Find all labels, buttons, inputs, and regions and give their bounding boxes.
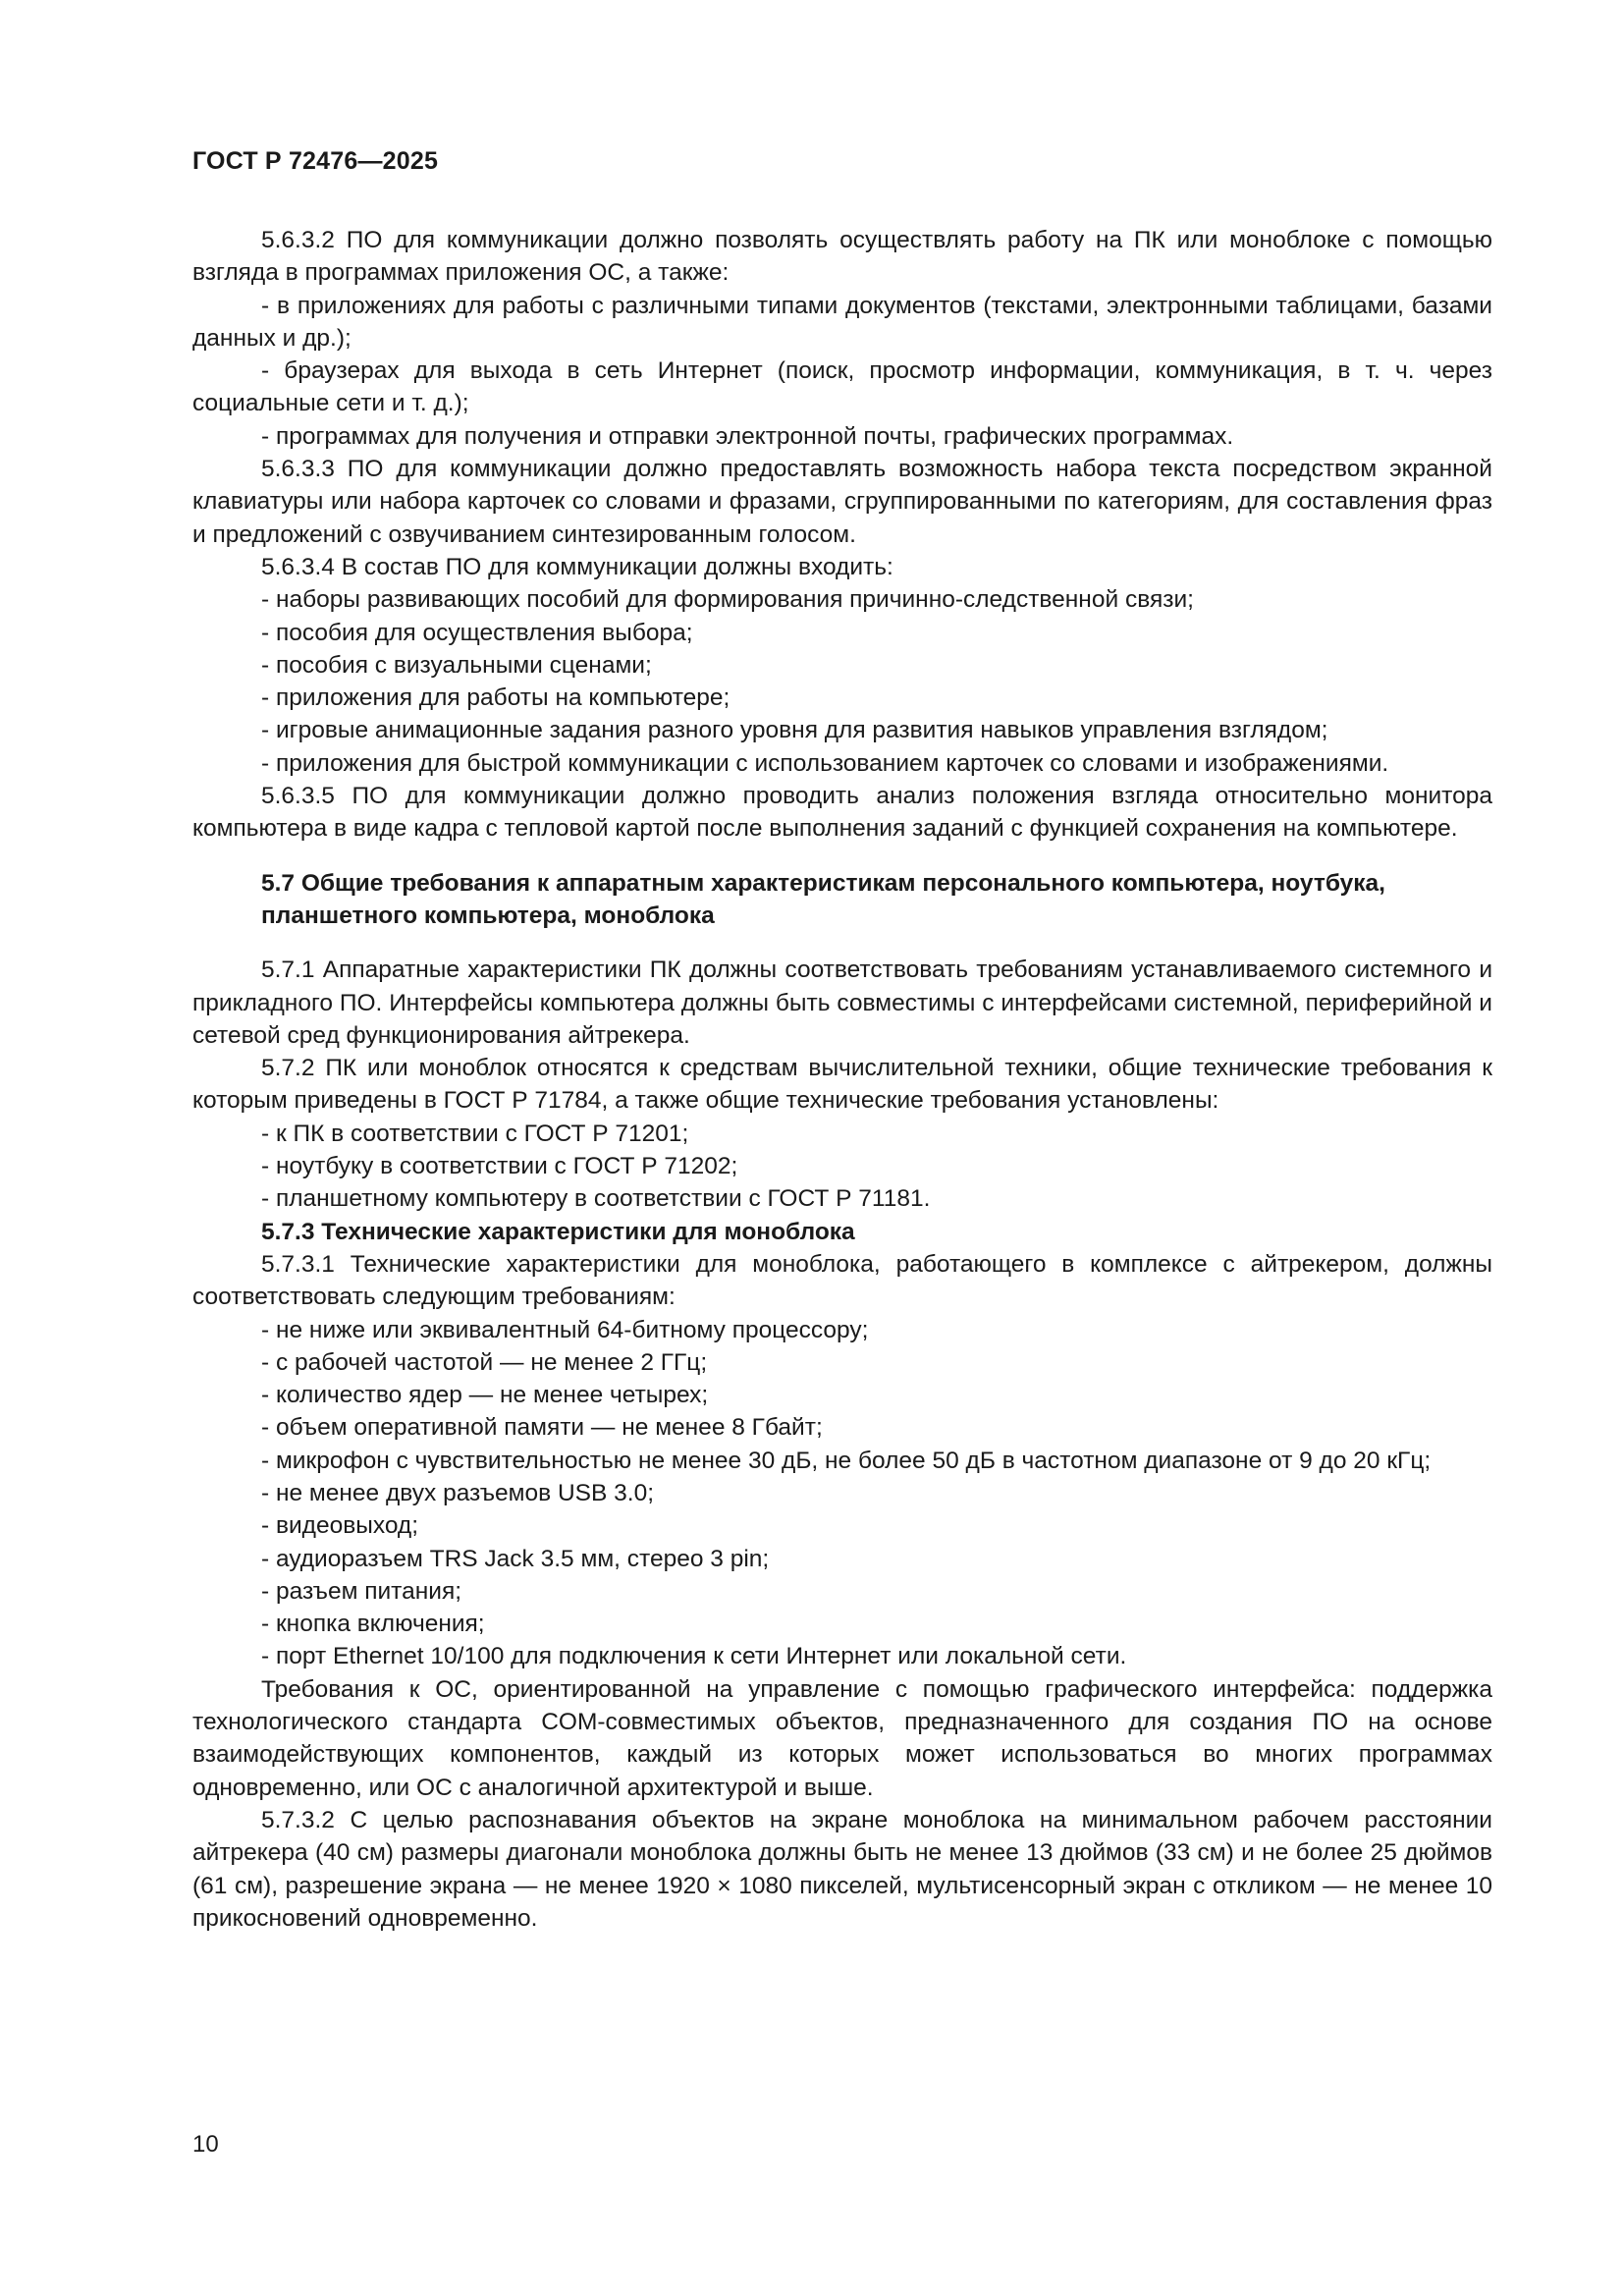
list-item: - пособия для осуществления выбора; <box>261 619 693 646</box>
subsection-heading-5-7-3: 5.7.3 Технические характеристики для моноблока <box>261 1218 855 1245</box>
list-item: - приложения для работы на компьютере; <box>261 684 730 712</box>
list-item: - не менее двух разъемов USB 3.0; <box>261 1479 655 1506</box>
list-item: - с рабочей частотой — не менее 2 ГГц; <box>261 1348 708 1376</box>
list-item: - программах для получения и отправки электронной почты, графических программах. <box>261 422 1234 450</box>
list-item: - наборы развивающих пособий для формирования причинно-следственной связи; <box>261 586 1194 614</box>
list-item: - микрофон с чувствительностью не менее 30 дБ, не более 50 дБ в частотном диапазоне от 9 до 20 кГц; <box>261 1447 1432 1474</box>
list-item: - планшетному компьютеру в соответствии с ГОСТ Р 71181. <box>261 1185 931 1213</box>
clause-5-6-3-4: 5.6.3.4 В состав ПО для коммуникации должны входить: <box>261 553 893 580</box>
section-heading-5-7: 5.7 Общие требования к аппаратным характеристикам персонального компьютера, ноутбука, планшетного компьютера, моноблока <box>261 869 1385 929</box>
clause-5-7-3-1: 5.7.3.1 Технические характеристики для моноблока, работающего в комплексе с айтрекером, должны соответствовать следующим требованиям: <box>192 1250 1492 1311</box>
section-5-6-3-block <box>192 224 1492 846</box>
list-item: - игровые анимационные задания разного уровня для развития навыков управления взглядом; <box>261 717 1328 744</box>
list-item: - пособия с визуальными сценами; <box>261 651 652 679</box>
list-item: - количество ядер — не менее четырех; <box>261 1382 709 1409</box>
list-item: - порт Ethernet 10/100 для подключения к сети Интернет или локальной сети. <box>261 1643 1127 1670</box>
list-item: - ноутбуку в соответствии с ГОСТ Р 71202; <box>261 1153 738 1180</box>
document-header: ГОСТ Р 72476—2025 <box>192 147 439 175</box>
list-item: - аудиоразъем TRS Jack 3.5 мм, стерео 3 pin; <box>261 1545 770 1572</box>
list-item: - кнопка включения; <box>261 1611 485 1638</box>
list-item: - браузерах для выхода в сеть Интернет (поиск, просмотр информации, коммуникация, в т. ч. через социальные сети и т. д.); <box>192 357 1492 417</box>
list-item: - разъем питания; <box>261 1577 462 1605</box>
section-5-7-3-block <box>192 1248 1492 1935</box>
list-item: - видеовыход; <box>261 1512 419 1540</box>
list-item: - не ниже или эквивалентный 64-битному процессору; <box>261 1316 869 1343</box>
list-item: - приложения для быстрой коммуникации с использованием карточек со словами и изображениями. <box>261 749 1389 777</box>
os-requirements-paragraph: Требования к ОС, ориентированной на управление с помощью графического интерфейса: поддержка технологического стандарта COM-совместимых объектов, предназначенного для создания ПО на основе взаимодействующих компонентов, каждый из которых может использоваться во многих программах одновременно, или ОС с аналогичной архитектурой и выше. <box>192 1675 1492 1801</box>
clause-5-6-3-2: 5.6.3.2 ПО для коммуникации должно позволять осуществлять работу на ПК или моноблоке с помощью взгляда в программах приложения ОС, а также: <box>192 227 1492 287</box>
clause-5-6-3-5: 5.6.3.5 ПО для коммуникации должно проводить анализ положения взгляда относительно монитора компьютера в виде кадра с тепловой картой после выполнения заданий с функцией сохранения на компьютере. <box>192 783 1492 843</box>
list-item: - к ПК в соответствии с ГОСТ Р 71201; <box>261 1120 689 1147</box>
document-body <box>192 224 1492 1935</box>
section-5-7-block <box>192 954 1492 1215</box>
list-item: - объем оперативной памяти — не менее 8 Гбайт; <box>261 1414 823 1442</box>
clause-5-7-3-2: 5.7.3.2 С целью распознавания объектов на экране моноблока на минимальном рабочем расстоянии айтрекера (40 см) размеры диагонали моноблока должны быть не менее 13 дюймов (33 см) и не более 25 дюймов (61 см), разрешение экрана — не менее 1920 × 1080 пикселей, мультисенсорный экран с откликом — не менее 10 прикосновений одновременно. <box>192 1806 1492 1932</box>
list-item: - в приложениях для работы с различными типами документов (текстами, электронными таблицами, базами данных и др.); <box>192 292 1492 352</box>
clause-5-7-1: 5.7.1 Аппаратные характеристики ПК должны соответствовать требованиям устанавливаемого системного и прикладного ПО. Интерфейсы компьютера должны быть совместимы с интерфейсами системной, периферийной и сетевой сред функционирования айтрекера. <box>192 957 1492 1049</box>
clause-5-6-3-3: 5.6.3.3 ПО для коммуникации должно предоставлять возможность набора текста посредством экранной клавиатуры или набора карточек со словами и фразами, сгруппированными по категориям, для составления фраз и предложений с озвучиванием синтезированным голосом. <box>192 456 1492 548</box>
page-number: 10 <box>192 2131 219 2158</box>
clause-5-7-2: 5.7.2 ПК или моноблок относятся к средствам вычислительной техники, общие технические требования к которым приведены в ГОСТ Р 71784, а также общие технические требования установлены: <box>192 1055 1492 1115</box>
